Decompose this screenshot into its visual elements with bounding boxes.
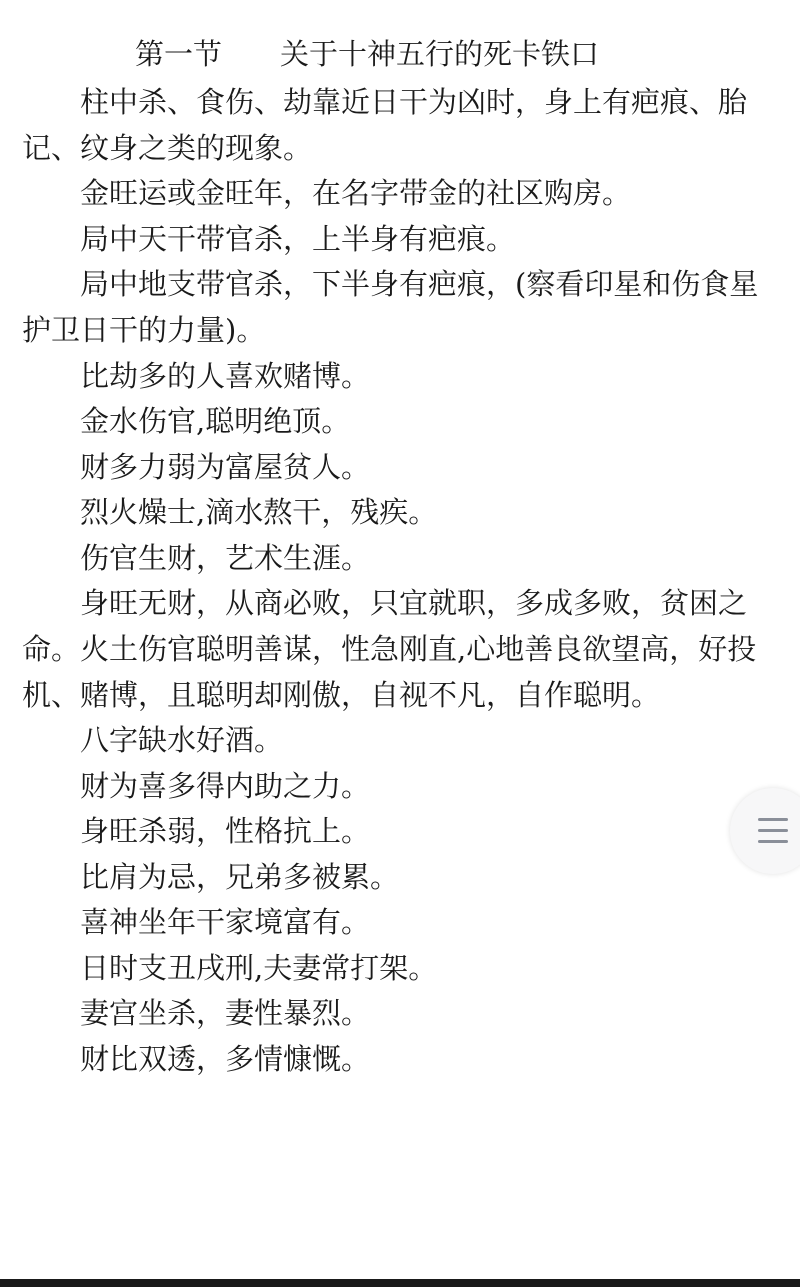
paragraph: 身旺无财，从商必败，只宜就职，多成多败，贫困之命。 — [22, 586, 748, 666]
bottom-edge-bar — [0, 1279, 800, 1287]
paragraph: 喜神坐年干家境富有。 — [80, 905, 371, 939]
paragraph: 局中天干带官杀，上半身有疤痕。 — [80, 222, 516, 256]
paragraph: 柱中杀、食伤、劫靠近日干为凶时，身上有疤痕、胎记、纹身之类的现象。 — [22, 85, 748, 165]
paragraph: 财多力弱为富屋贫人。 — [80, 450, 371, 484]
paragraph: 金水伤官,聪明绝顶。 — [80, 404, 351, 438]
paragraph: 比劫多的人喜欢赌博。 — [80, 359, 371, 393]
paragraph: 火土伤官聪明善谋，性急刚直,心地善良欲望高，好投机、赌博，且聪明却刚傲，自视不凡，自作聪明。 — [22, 632, 757, 712]
paragraph: 财为喜多得内助之力。 — [80, 769, 371, 803]
paragraph: 身旺杀弱，性格抗上。 — [80, 814, 371, 848]
paragraph: 比肩为忌，兄弟多被累。 — [80, 860, 400, 894]
paragraph: 八字缺水好酒。 — [80, 723, 284, 757]
paragraph: 日时支丑戌刑,夫妻常打架。 — [80, 951, 438, 985]
paragraph: 局中地支带官杀，下半身有疤痕，(察看印星和伤食星护卫日干的力量)。 — [22, 267, 759, 347]
paragraph: 妻宫坐杀，妻性暴烈。 — [80, 996, 371, 1030]
section-title: 第一节 关于十神五行的死卡铁口 — [135, 37, 600, 71]
paragraph: 财比双透，多情慷慨。 — [80, 1042, 371, 1076]
paragraph: 烈火燥士,滴水熬干，残疾。 — [80, 495, 438, 529]
menu-lines-icon — [758, 818, 788, 844]
paragraph: 金旺运或金旺年，在名字带金的社区购房。 — [80, 176, 632, 210]
paragraph: 伤官生财，艺术生涯。 — [80, 541, 371, 575]
